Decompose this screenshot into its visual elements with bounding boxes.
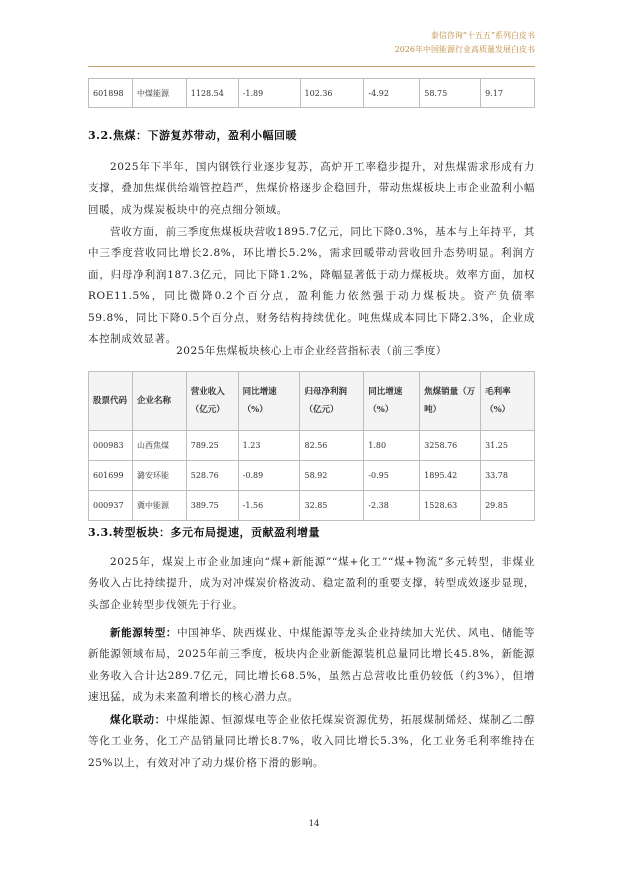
table-cell: -1.89 [238,79,300,108]
table-cell: 528.76 [186,461,238,491]
table-cell: 9.17 [481,79,535,108]
table-cell: 82.56 [300,431,364,461]
table-cell: 冀中能源 [132,491,186,521]
table-cell: 1128.54 [186,79,238,108]
paragraph-coal-chemical [88,710,535,774]
table-cell: 1895.42 [420,461,481,491]
table-cell: 潞安环能 [132,461,186,491]
table-cell: 32.85 [300,491,364,521]
header-report-title: 2026年中国能源行业高质量发展白皮书 [394,45,535,54]
top-continued-table [88,78,535,108]
table-header-cell: 股票代码 [89,372,133,431]
table-row [89,431,535,461]
table-cell: 31.25 [481,431,535,461]
coal-chemical-lead: 煤化联动： [110,714,166,726]
table-cell: 000983 [89,431,133,461]
table-header-cell: 归母净利润（亿元） [300,372,364,431]
paragraph-transformation-overview: 2025年，煤炭上市企业加速向“煤+新能源”“煤+化工”“煤+物流”多元转型，非煤业务收入占比持续提升，成为对冲煤炭价格波动、稳定盈利的重要支撑，转型成效逐步显现，头部企业转型步伐领先于行业。 [88,556,535,611]
page-header [88,29,535,65]
section-heading-3-3: 3.3.转型板块：多元布局提速，贡献盈利增量 [88,526,320,539]
header-series-title: 泰信咨询“十五五”系列白皮书 [430,31,535,40]
table-cell: -2.38 [364,491,420,521]
section-heading-3-2: 3.2.焦煤：下游复苏带动，盈利小幅回暖 [88,129,297,142]
table-cell: -0.95 [364,461,420,491]
table-cell: 000937 [89,491,133,521]
table-caption: 2025年焦煤板块核心上市企业经营指标表（前三季度） [176,345,447,357]
table-cell: 33.78 [481,461,535,491]
page-number: 14 [308,819,320,829]
table-header-cell: 焦煤销量（万吨） [420,372,481,431]
table-cell: 中煤能源 [132,79,186,108]
table-cell: -4.92 [364,79,420,108]
table-cell: 389.75 [186,491,238,521]
new-energy-text: 中国神华、陕西煤业、中煤能源等龙头企业持续加大光伏、风电、储能等新能源领域布局，2025年前三季度，板块内企业新能源装机总量同比增长45.8%，新能源业务收入合计达289.7亿元，同比增长68.5%，虽然占总营收比重仍较低（约3%），但增速迅猛，成为未来盈利增长的核心潜力点。 [88,627,535,704]
table-header-row [89,372,535,431]
table-cell: 601898 [89,79,133,108]
table-cell: 58.75 [420,79,481,108]
table-cell: 789.25 [186,431,238,461]
table-header-cell: 毛利率（%） [481,372,535,431]
coal-chemical-text: 中煤能源、恒源煤电等企业依托煤炭资源优势，拓展煤制烯烃、煤制乙二醇等化工业务，化工产品销量同比增长8.7%，收入同比增长5.3%，化工业务毛利率维持在25%以上，有效对冲了动力煤价格下滑的影响。 [88,714,535,769]
paragraph-coking-overview: 2025年下半年，国内钢铁行业逐步复苏，高炉开工率稳步提升，对焦煤需求形成有力支撑，叠加焦煤供给端管控趋严，焦煤价格逐步企稳回升，带动焦煤板块上市企业盈利小幅回暖，成为煤炭板块中的亮点细分领域。 [88,161,535,216]
table-cell: 山西焦煤 [132,431,186,461]
table-cell: -1.56 [238,491,300,521]
table-header-cell: 企业名称 [132,372,186,431]
table-cell: 102.36 [300,79,364,108]
table-row [89,491,535,521]
table-cell: 1528.63 [420,491,481,521]
header-divider [88,66,535,67]
table-cell: 1.80 [364,431,420,461]
table-header-cell: 同比增速（%） [364,372,420,431]
table-row [89,461,535,491]
coking-coal-metrics-table [88,371,535,521]
new-energy-lead: 新能源转型： [110,627,178,639]
table-cell: -0.89 [238,461,300,491]
paragraph-coking-metrics: 营收方面，前三季度焦煤板块营收1895.7亿元，同比下降0.3%，基本与上年持平，其中三季度营收同比增长2.8%，环比增长5.2%，需求回暖带动营收回升态势明显。利润方面，归母净利润187.3亿元，同比下降1.2%，降幅显著低于动力煤板块。效率方面，加权ROE11.5%，同比微降0.2个百分点，盈利能力依然强于动力煤板块。资产负债率59.8%，同比下降0.5个百分点，财务结构持续优化。吨焦煤成本同比下降2.3%，企业成本控制成效显著。 [88,226,535,346]
table-cell: 1.23 [238,431,300,461]
table-header-cell: 同比增速（%） [238,372,300,431]
table-header-cell: 营业收入（亿元） [186,372,238,431]
table-cell: 3258.76 [420,431,481,461]
table-cell: 601699 [89,461,133,491]
table-cell: 58.92 [300,461,364,491]
table-row [89,79,535,108]
paragraph-new-energy [88,623,535,709]
table-cell: 29.85 [481,491,535,521]
